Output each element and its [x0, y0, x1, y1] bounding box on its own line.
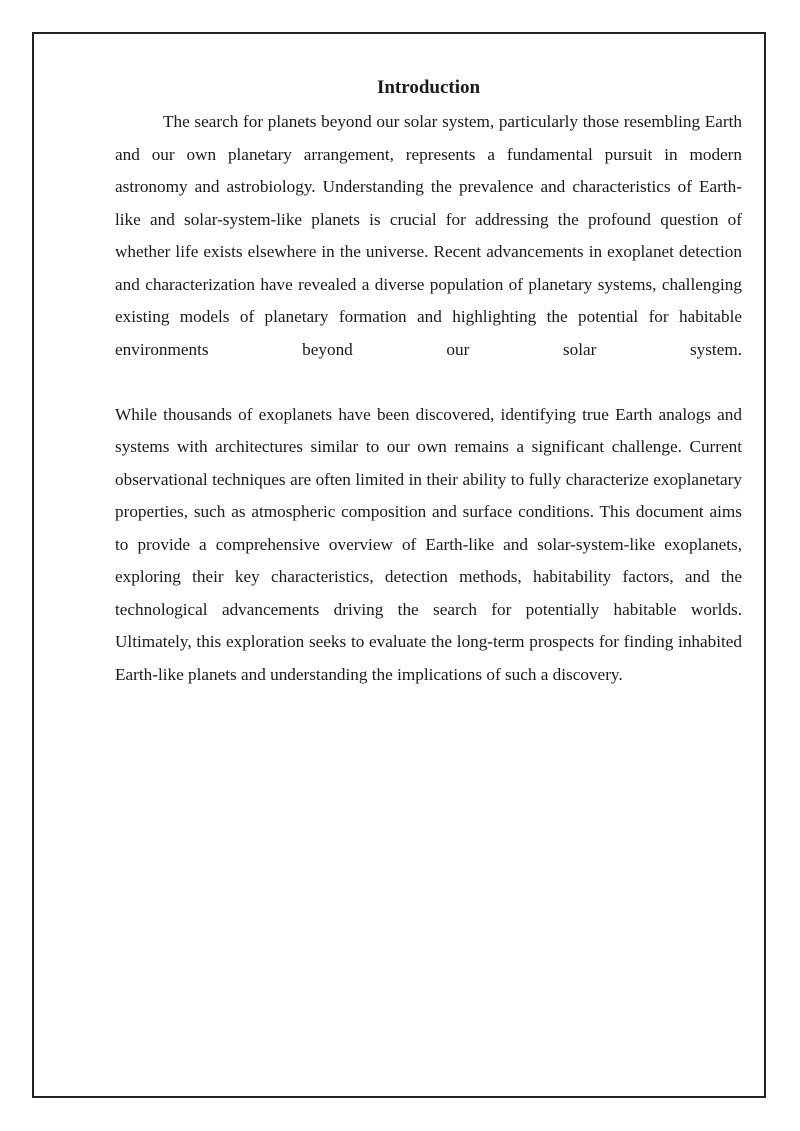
paragraph-overview: While thousands of exoplanets have been discovered, identifying true Earth analogs and systems with architectures similar to our own remains a significant challenge. Current observational techniques are often limited in their ability to fully characterize exoplanetary properties, such as atmospheric composition and surface conditions. This document aims to provide a comprehensive overview of Earth-like and solar-system-like exoplanets, exploring their key characteristics, detection methods, habitability factors, and the technological advancements driving the search for potentially habitable worlds. Ultimately, this exploration seeks to evaluate the long-term prospects for finding inhabited Earth-like planets and understanding the implications of such a discovery.: [115, 404, 742, 684]
document-body: [115, 74, 742, 691]
section-heading: Introduction: [376, 77, 481, 98]
paragraph-intro: The search for planets beyond our solar system, particularly those resembling Earth and our own planetary arrangement, represents a fundamental pursuit in modern astronomy and astrobiology. Understanding the prevalence and characteristics of Earth-like and solar-system-like planets is crucial for addressing the profound question of whether life exists elsewhere in the universe. Recent advancements in exoplanet detection and characterization have revealed a diverse population of planetary systems, challenging existing models of planetary formation and highlighting the potential for habitable environments beyond our solar system.: [115, 112, 742, 359]
